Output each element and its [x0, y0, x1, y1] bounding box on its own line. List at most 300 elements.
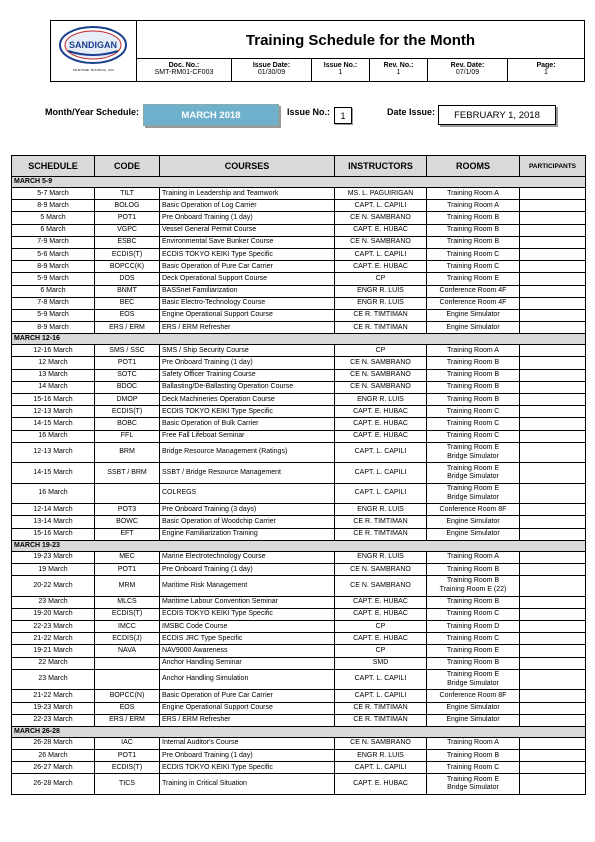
- logo-text: SANDIGAN: [68, 40, 118, 50]
- cell-schedule: 26-28 March: [12, 737, 95, 749]
- cell-room: Training Room E Bridge Simulator: [427, 463, 520, 484]
- table-row: [12, 564, 586, 576]
- meta-doc-no: Doc. No.: SMT-RM01-CF003: [137, 59, 232, 81]
- cell-instructor: CAPT. L. CAPILI: [335, 669, 427, 690]
- cell-course: COLREGS: [160, 483, 335, 504]
- company-logo: [58, 25, 128, 65]
- cell-code: IMCC: [95, 621, 160, 633]
- cell-schedule: 19 March: [12, 564, 95, 576]
- table-row: [12, 669, 586, 690]
- cell-instructor: CAPT. E. HUBAC: [335, 224, 427, 236]
- cell-participants: [520, 357, 586, 369]
- cell-code: TILT: [95, 188, 160, 200]
- cell-schedule: 14 March: [12, 381, 95, 393]
- cell-room: Training Room C: [427, 406, 520, 418]
- cell-instructor: CE N. SAMBRANO: [335, 212, 427, 224]
- cell-room: Training Room B: [427, 564, 520, 576]
- table-row: [12, 621, 586, 633]
- cell-participants: [520, 690, 586, 702]
- cell-code: ERS / ERM: [95, 322, 160, 334]
- cell-instructor: CE N. SAMBRANO: [335, 369, 427, 381]
- cell-schedule: 15-16 March: [12, 394, 95, 406]
- cell-course: Pre Onboard Training (1 day): [160, 212, 335, 224]
- cell-room: Engine Simulator: [427, 516, 520, 528]
- cell-participants: [520, 669, 586, 690]
- cell-room: Engine Simulator: [427, 702, 520, 714]
- cell-course: Training in Leadership and Teamwork: [160, 188, 335, 200]
- table-row: [12, 261, 586, 273]
- cell-code: VGPC: [95, 224, 160, 236]
- cell-room: Training Room B: [427, 357, 520, 369]
- month-label: Month/Year Schedule:: [45, 107, 140, 117]
- cell-course: Safety Officer Training Course: [160, 369, 335, 381]
- cell-code: ERS / ERM: [95, 714, 160, 726]
- table-row: [12, 285, 586, 297]
- table-row: [12, 309, 586, 321]
- cell-instructor: CE R. TIMTIMAN: [335, 516, 427, 528]
- section-header-row: [12, 334, 586, 345]
- cell-course: ECDIS TOKYO KEIKI Type Specific: [160, 608, 335, 620]
- table-row: [12, 596, 586, 608]
- cell-code: ECDIS(T): [95, 248, 160, 260]
- cell-participants: [520, 406, 586, 418]
- cell-room: Training Room B: [427, 596, 520, 608]
- cell-course: ERS / ERM Refresher: [160, 322, 335, 334]
- cell-room: Engine Simulator: [427, 528, 520, 540]
- cell-participants: [520, 345, 586, 357]
- cell-room: Training Room B: [427, 381, 520, 393]
- table-row: [12, 516, 586, 528]
- cell-code: DMOP: [95, 394, 160, 406]
- table-row: [12, 528, 586, 540]
- cell-participants: [520, 430, 586, 442]
- cell-schedule: 12-14 March: [12, 504, 95, 516]
- meta-rev-date: Rev. Date: 07/1/09: [428, 59, 508, 81]
- cell-instructor: ENGR R. LUIS: [335, 285, 427, 297]
- cell-course: NAV9000 Awareness: [160, 645, 335, 657]
- cell-instructor: CP: [335, 273, 427, 285]
- cell-participants: [520, 621, 586, 633]
- cell-instructor: CAPT. E. HUBAC: [335, 774, 427, 795]
- cell-participants: [520, 322, 586, 334]
- cell-instructor: CAPT. L. CAPILI: [335, 690, 427, 702]
- cell-course: Ballasting/De-Ballasting Operation Course: [160, 381, 335, 393]
- table-row: [12, 224, 586, 236]
- table-row: [12, 551, 586, 563]
- cell-course: Anchor Handling Simulation: [160, 669, 335, 690]
- meta-rev-no: Rev. No.: 1: [370, 59, 428, 81]
- cell-room: Training Room A: [427, 188, 520, 200]
- table-row: [12, 273, 586, 285]
- cell-schedule: 19-23 March: [12, 551, 95, 563]
- cell-schedule: 13-14 March: [12, 516, 95, 528]
- document-header: [50, 20, 585, 82]
- cell-participants: [520, 483, 586, 504]
- cell-schedule: 22-23 March: [12, 621, 95, 633]
- cell-course: Engine Operational Support Course: [160, 309, 335, 321]
- cell-room: Engine Simulator: [427, 309, 520, 321]
- cell-participants: [520, 504, 586, 516]
- cell-schedule: 14-15 March: [12, 463, 95, 484]
- cell-instructor: CAPT. L. CAPILI: [335, 442, 427, 463]
- cell-course: Basic Electro-Technology Course: [160, 297, 335, 309]
- cell-participants: [520, 576, 586, 597]
- cell-instructor: CE R. TIMTIMAN: [335, 309, 427, 321]
- cell-room: Conference Room 4F: [427, 285, 520, 297]
- table-row: [12, 297, 586, 309]
- table-row: [12, 369, 586, 381]
- cell-instructor: CE N. SAMBRANO: [335, 381, 427, 393]
- cell-room: Training Room C: [427, 248, 520, 260]
- cell-room: Training Room B: [427, 224, 520, 236]
- section-title: MARCH 5-9: [12, 177, 586, 188]
- cell-code: POT3: [95, 504, 160, 516]
- cell-room: Conference Room 4F: [427, 297, 520, 309]
- cell-room: Training Room C: [427, 418, 520, 430]
- table-row: [12, 200, 586, 212]
- cell-code: ESBC: [95, 236, 160, 248]
- cell-participants: [520, 657, 586, 669]
- cell-code: ECDIS(J): [95, 633, 160, 645]
- cell-instructor: CAPT. E. HUBAC: [335, 633, 427, 645]
- cell-instructor: SMD: [335, 657, 427, 669]
- cell-course: Anchor Handling Seminar: [160, 657, 335, 669]
- cell-course: ECDIS TOKYO KEIKI Type Specific: [160, 762, 335, 774]
- table-row: [12, 633, 586, 645]
- cell-course: Basic Operation of Woodchip Carrier: [160, 516, 335, 528]
- month-value: MARCH 2018: [143, 104, 279, 126]
- cell-room: Training Room E Bridge Simulator: [427, 774, 520, 795]
- table-row: [12, 322, 586, 334]
- section-header-row: [12, 726, 586, 737]
- cell-room: Training Room A: [427, 200, 520, 212]
- cell-room: Conference Room 8F: [427, 504, 520, 516]
- table-row: [12, 750, 586, 762]
- cell-code: BRM: [95, 442, 160, 463]
- cell-instructor: ENGR R. LUIS: [335, 394, 427, 406]
- cell-course: Environmental Save Bunker Course: [160, 236, 335, 248]
- cell-participants: [520, 702, 586, 714]
- section-header-row: [12, 177, 586, 188]
- col-schedule: SCHEDULE: [12, 156, 95, 177]
- table-row: [12, 236, 586, 248]
- cell-schedule: 8-9 March: [12, 261, 95, 273]
- cell-participants: [520, 248, 586, 260]
- cell-code: BOWC: [95, 516, 160, 528]
- cell-schedule: 5-9 March: [12, 309, 95, 321]
- cell-course: Basic Operation of Pure Car Carrier: [160, 690, 335, 702]
- cell-instructor: CP: [335, 621, 427, 633]
- cell-course: Maritime Risk Management: [160, 576, 335, 597]
- cell-participants: [520, 309, 586, 321]
- table-row: [12, 762, 586, 774]
- schedule-table: [11, 155, 586, 795]
- cell-instructor: CAPT. E. HUBAC: [335, 430, 427, 442]
- cell-room: Training Room E Bridge Simulator: [427, 669, 520, 690]
- cell-code: [95, 483, 160, 504]
- cell-instructor: ENGR R. LUIS: [335, 551, 427, 563]
- cell-participants: [520, 774, 586, 795]
- cell-schedule: 19-21 March: [12, 645, 95, 657]
- col-instructors: INSTRUCTORS: [335, 156, 427, 177]
- cell-code: MEC: [95, 551, 160, 563]
- cell-course: Pre Onboard Training (1 day): [160, 750, 335, 762]
- cell-schedule: 23 March: [12, 596, 95, 608]
- cell-room: Training Room B Training Room E (22): [427, 576, 520, 597]
- col-participants: PARTICIPANTS: [520, 156, 586, 177]
- cell-participants: [520, 737, 586, 749]
- cell-schedule: 19-23 March: [12, 702, 95, 714]
- section-header-row: [12, 540, 586, 551]
- section-title: MARCH 12-16: [12, 334, 586, 345]
- cell-schedule: 22-23 March: [12, 714, 95, 726]
- cell-course: Internal Auditor's Course: [160, 737, 335, 749]
- table-row: [12, 714, 586, 726]
- table-row: [12, 394, 586, 406]
- table-row: [12, 248, 586, 260]
- cell-room: Training Room B: [427, 394, 520, 406]
- cell-code: SSBT / BRM: [95, 463, 160, 484]
- cell-code: POT1: [95, 212, 160, 224]
- cell-schedule: 5-7 March: [12, 188, 95, 200]
- cell-course: BASSnet Familiarization: [160, 285, 335, 297]
- cell-schedule: 5-9 March: [12, 273, 95, 285]
- cell-course: Free Fall Lifeboat Seminar: [160, 430, 335, 442]
- cell-participants: [520, 418, 586, 430]
- table-row: [12, 345, 586, 357]
- cell-participants: [520, 564, 586, 576]
- cell-participants: [520, 633, 586, 645]
- cell-course: ECDIS TOKYO KEIKI Type Specific: [160, 248, 335, 260]
- cell-instructor: ENGR R. LUIS: [335, 297, 427, 309]
- cell-room: Training Room A: [427, 737, 520, 749]
- cell-course: Basic Operation of Log Carrier: [160, 200, 335, 212]
- table-row: [12, 442, 586, 463]
- cell-schedule: 5-6 March: [12, 248, 95, 260]
- cell-schedule: 15-16 March: [12, 528, 95, 540]
- cell-participants: [520, 273, 586, 285]
- cell-schedule: 6 March: [12, 285, 95, 297]
- cell-instructor: CP: [335, 645, 427, 657]
- cell-course: Vessel General Permit Course: [160, 224, 335, 236]
- cell-room: Engine Simulator: [427, 322, 520, 334]
- cell-instructor: CE N. SAMBRANO: [335, 564, 427, 576]
- cell-code: POT1: [95, 564, 160, 576]
- cell-code: BNMT: [95, 285, 160, 297]
- cell-schedule: 26-28 March: [12, 774, 95, 795]
- cell-course: Basic Operation of Pure Car Carrier: [160, 261, 335, 273]
- cell-course: Engine Operational Support Course: [160, 702, 335, 714]
- cell-room: Training Room A: [427, 345, 520, 357]
- cell-schedule: 19-20 March: [12, 608, 95, 620]
- cell-instructor: CE R. TIMTIMAN: [335, 714, 427, 726]
- cell-code: BOPCC(N): [95, 690, 160, 702]
- cell-course: ECDIS TOKYO KEIKI Type Specific: [160, 406, 335, 418]
- meta-issue-date: Issue Date: 01/30/09: [232, 59, 312, 81]
- cell-participants: [520, 516, 586, 528]
- cell-code: BOPCC(K): [95, 261, 160, 273]
- table-row: [12, 357, 586, 369]
- cell-course: Bridge Resource Management (Ratings): [160, 442, 335, 463]
- cell-participants: [520, 750, 586, 762]
- table-row: [12, 737, 586, 749]
- cell-room: Training Room C: [427, 608, 520, 620]
- cell-participants: [520, 236, 586, 248]
- cell-instructor: CE R. TIMTIMAN: [335, 702, 427, 714]
- cell-code: [95, 657, 160, 669]
- cell-schedule: 26-27 March: [12, 762, 95, 774]
- page-title: Training Schedule for the Month: [137, 23, 584, 59]
- section-title: MARCH 26-28: [12, 726, 586, 737]
- schedule-body: [12, 177, 586, 795]
- cell-participants: [520, 200, 586, 212]
- table-row: [12, 702, 586, 714]
- cell-instructor: CAPT. L. CAPILI: [335, 762, 427, 774]
- cell-course: Basic Operation of Bulk Carrier: [160, 418, 335, 430]
- cell-code: MRM: [95, 576, 160, 597]
- date-value: FEBRUARY 1, 2018: [438, 105, 556, 125]
- cell-participants: [520, 394, 586, 406]
- cell-course: IMSBC Code Course: [160, 621, 335, 633]
- cell-instructor: ENGR R. LUIS: [335, 750, 427, 762]
- cell-participants: [520, 369, 586, 381]
- cell-schedule: 5 March: [12, 212, 95, 224]
- cell-participants: [520, 608, 586, 620]
- cell-code: BOBC: [95, 418, 160, 430]
- cell-instructor: CE N. SAMBRANO: [335, 357, 427, 369]
- cell-room: Training Room B: [427, 750, 520, 762]
- cell-schedule: 6 March: [12, 224, 95, 236]
- table-row: [12, 608, 586, 620]
- cell-schedule: 21-22 March: [12, 633, 95, 645]
- cell-participants: [520, 224, 586, 236]
- cell-schedule: 7-9 March: [12, 236, 95, 248]
- col-code: CODE: [95, 156, 160, 177]
- cell-room: Training Room E Bridge Simulator: [427, 442, 520, 463]
- cell-room: Training Room B: [427, 236, 520, 248]
- cell-schedule: 12-13 March: [12, 406, 95, 418]
- table-header-row: [12, 156, 586, 177]
- cell-schedule: 22 March: [12, 657, 95, 669]
- cell-course: SMS / Ship Security Course: [160, 345, 335, 357]
- cell-course: Training in Critical Situation: [160, 774, 335, 795]
- cell-code: EOS: [95, 309, 160, 321]
- table-row: [12, 690, 586, 702]
- cell-course: Engine Familiarization Training: [160, 528, 335, 540]
- table-row: [12, 774, 586, 795]
- cell-schedule: 8-9 March: [12, 322, 95, 334]
- cell-course: Pre Onboard Training (1 day): [160, 357, 335, 369]
- date-label: Date Issue:: [387, 107, 436, 117]
- cell-room: Training Room E: [427, 273, 520, 285]
- cell-room: Training Room B: [427, 657, 520, 669]
- cell-course: Deck Machineries Operation Course: [160, 394, 335, 406]
- cell-instructor: CE R. TIMTIMAN: [335, 528, 427, 540]
- table-row: [12, 483, 586, 504]
- cell-code: MLCS: [95, 596, 160, 608]
- cell-course: ECDIS JRC Type Specific: [160, 633, 335, 645]
- cell-room: Engine Simulator: [427, 714, 520, 726]
- section-title: MARCH 19-23: [12, 540, 586, 551]
- table-row: [12, 188, 586, 200]
- cell-participants: [520, 188, 586, 200]
- cell-code: DOS: [95, 273, 160, 285]
- cell-participants: [520, 645, 586, 657]
- cell-schedule: 16 March: [12, 483, 95, 504]
- cell-instructor: CAPT. E. HUBAC: [335, 261, 427, 273]
- cell-course: Maritime Labour Convention Seminar: [160, 596, 335, 608]
- cell-participants: [520, 212, 586, 224]
- cell-course: Marine Electrotechnology Course: [160, 551, 335, 563]
- cell-code: [95, 669, 160, 690]
- table-row: [12, 645, 586, 657]
- cell-code: BDOC: [95, 381, 160, 393]
- cell-participants: [520, 528, 586, 540]
- issue-value: 1: [334, 107, 352, 124]
- cell-code: FFL: [95, 430, 160, 442]
- cell-room: Training Room E: [427, 645, 520, 657]
- cell-instructor: CAPT. E. HUBAC: [335, 608, 427, 620]
- cell-schedule: 21-22 March: [12, 690, 95, 702]
- cell-room: Training Room D: [427, 621, 520, 633]
- cell-participants: [520, 762, 586, 774]
- cell-participants: [520, 381, 586, 393]
- cell-code: TICS: [95, 774, 160, 795]
- table-row: [12, 212, 586, 224]
- doc-meta: [137, 59, 584, 81]
- table-row: [12, 576, 586, 597]
- cell-participants: [520, 261, 586, 273]
- cell-instructor: CAPT. L. CAPILI: [335, 248, 427, 260]
- cell-instructor: CAPT. E. HUBAC: [335, 418, 427, 430]
- cell-schedule: 13 March: [12, 369, 95, 381]
- cell-code: BEC: [95, 297, 160, 309]
- schedule-info-row: [0, 103, 595, 127]
- cell-schedule: 12-13 March: [12, 442, 95, 463]
- cell-code: ECDIS(T): [95, 762, 160, 774]
- cell-code: IAC: [95, 737, 160, 749]
- cell-code: EFT: [95, 528, 160, 540]
- cell-code: ECDIS(T): [95, 608, 160, 620]
- cell-instructor: CE N. SAMBRANO: [335, 236, 427, 248]
- cell-code: SMS / SSC: [95, 345, 160, 357]
- cell-instructor: ENGR R. LUIS: [335, 504, 427, 516]
- cell-participants: [520, 297, 586, 309]
- cell-code: POT1: [95, 357, 160, 369]
- table-row: [12, 381, 586, 393]
- cell-course: Pre Onboard Training (3 days): [160, 504, 335, 516]
- cell-participants: [520, 285, 586, 297]
- cell-code: NAVA: [95, 645, 160, 657]
- table-row: [12, 430, 586, 442]
- cell-schedule: 12 March: [12, 357, 95, 369]
- cell-instructor: CE N. SAMBRANO: [335, 576, 427, 597]
- table-row: [12, 418, 586, 430]
- cell-schedule: 7-8 March: [12, 297, 95, 309]
- cell-room: Training Room B: [427, 212, 520, 224]
- issue-label: Issue No.:: [287, 107, 331, 117]
- cell-room: Training Room C: [427, 633, 520, 645]
- cell-schedule: 16 March: [12, 430, 95, 442]
- cell-instructor: CE N. SAMBRANO: [335, 737, 427, 749]
- cell-schedule: 12-16 March: [12, 345, 95, 357]
- cell-schedule: 23 March: [12, 669, 95, 690]
- cell-code: POT1: [95, 750, 160, 762]
- cell-code: EOS: [95, 702, 160, 714]
- cell-code: BOLOG: [95, 200, 160, 212]
- cell-instructor: CAPT. L. CAPILI: [335, 463, 427, 484]
- cell-code: ECDIS(T): [95, 406, 160, 418]
